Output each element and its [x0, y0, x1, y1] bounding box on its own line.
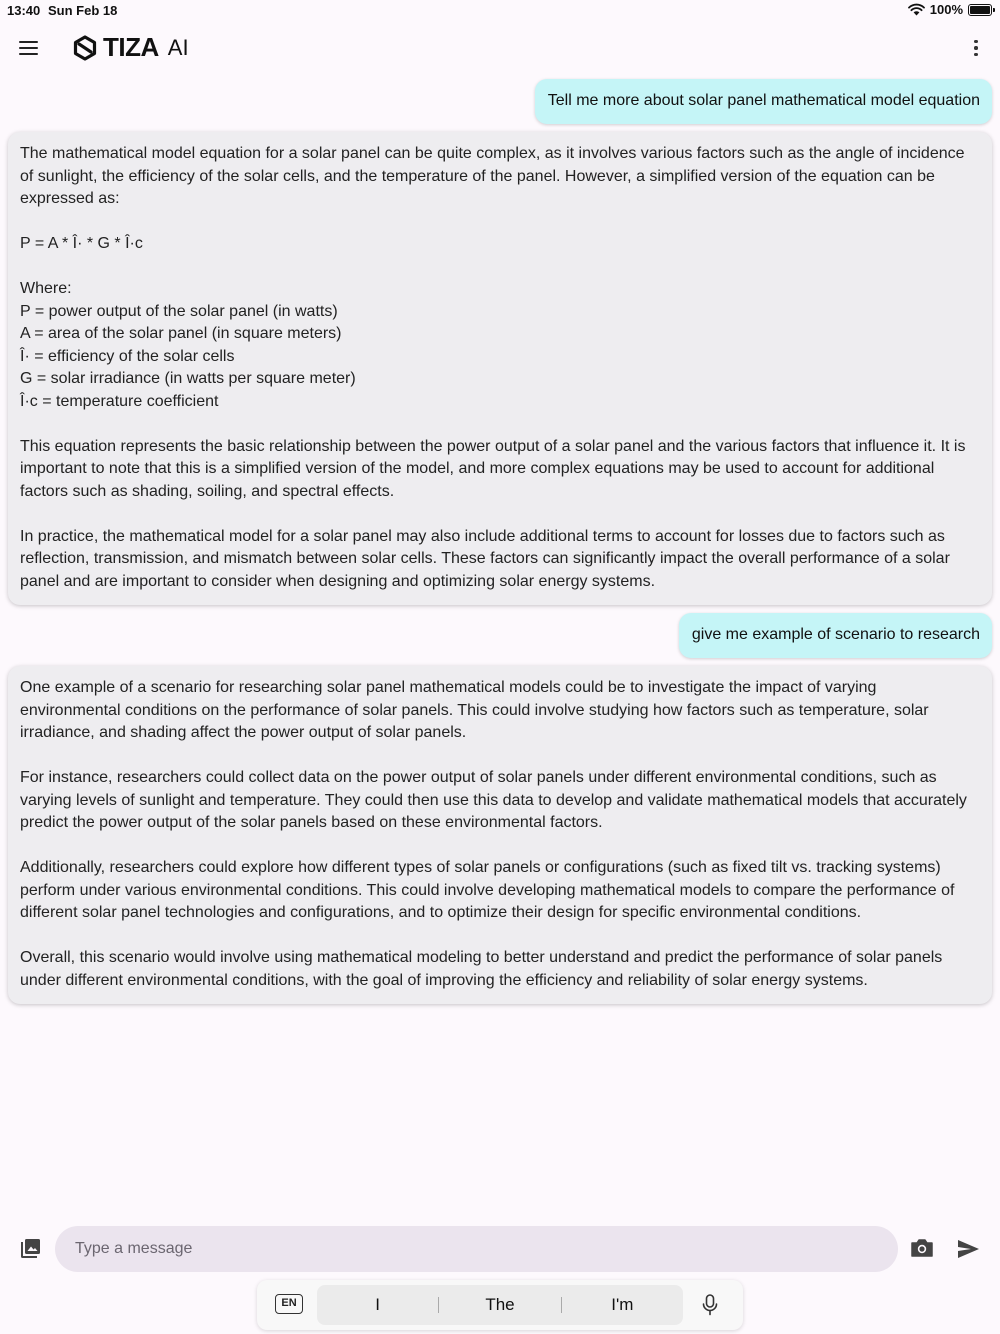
app-bar: [0, 22, 1000, 74]
status-date: Sun Feb 18: [48, 3, 118, 18]
logo-text: TIZA: [103, 32, 159, 62]
suggestion-item[interactable]: I: [375, 1295, 381, 1314]
more-options-button[interactable]: [966, 36, 986, 60]
keyboard-language-button[interactable]: EN: [275, 1294, 303, 1314]
status-time: 13:40: [7, 3, 41, 18]
battery-icon: [968, 4, 992, 16]
assistant-message: [8, 132, 992, 605]
message-composer: [0, 1222, 1000, 1276]
message-paragraph: P = A * Î· * G * Î·c: [20, 235, 143, 252]
send-icon[interactable]: [956, 1238, 980, 1260]
tiza-logo-icon: [72, 35, 98, 61]
message-paragraph: The mathematical model equation for a solar panel can be quite complex, as it involves various factors such as the angle of incidence of sunlight, the efficiency of the solar cells, and the temperature of the panel. However, a simplified version of the equation can be expressed as:: [20, 145, 965, 207]
status-right: [908, 2, 992, 17]
suggestion-strip: [317, 1285, 683, 1325]
battery-percent: 100%: [929, 2, 963, 17]
message-paragraph: Additionally, researchers could explore how different types of solar panels or configurations (such as fixed tilt vs. tracking systems) perform under various environmental conditions. This could involve developing mathematical models to compare the performance of different solar panel technologies and configurations, and to optimize their design for specific environmental conditions.: [20, 859, 955, 921]
suggestion-item[interactable]: I'm: [611, 1295, 634, 1314]
microphone-icon[interactable]: [701, 1294, 719, 1316]
user-message: [535, 79, 992, 124]
message-paragraph: In practice, the mathematical model for a solar panel may also include additional terms to account for losses due to factors such as reflection, transmission, and mismatch between solar cells. These factors can significantly impact the overall performance of a solar panel and are important to consider when designing and optimizing solar energy systems.: [20, 527, 950, 590]
menu-button[interactable]: [14, 34, 42, 62]
message-paragraph: Where: P = power output of the solar panel (in watts) A = area of the solar panel (in square meters) Î· = efficiency of the solar cells G = solar irradiance (in watts per square meter) Î·c = temperature coefficient: [20, 280, 356, 410]
keyboard-suggestion-bar: [257, 1280, 743, 1330]
logo-suffix: AI: [167, 34, 189, 60]
message-paragraph: Overall, this scenario would involve using mathematical modeling to better understand and predict the performance of solar panels under different environmental conditions, with the goal of improving the efficiency and reliability of solar energy systems.: [20, 949, 943, 989]
message-input-container: [55, 1226, 898, 1272]
message-text: Tell me more about solar panel mathematical model equation: [547, 92, 980, 109]
suggestion-item[interactable]: The: [485, 1295, 515, 1314]
message-text: give me example of scenario to research: [691, 626, 980, 643]
assistant-message: [8, 666, 992, 1004]
camera-icon[interactable]: [910, 1237, 934, 1259]
message-paragraph: This equation represents the basic relationship between the power output of a solar panel and the various factors that influence it. It is important to note that this is a simplified version of the model, and more complex equations may be used to account for additional factors such as shading, soiling, and spectral effects.: [20, 437, 966, 500]
wifi-icon: [908, 3, 925, 16]
app-logo: [72, 32, 189, 63]
message-input[interactable]: [55, 1226, 898, 1272]
user-message: [679, 613, 992, 658]
message-paragraph: One example of a scenario for researching solar panel mathematical models could be to investigate the impact of varying environmental conditions on the performance of solar panels. This could involve studying how factors such as temperature, solar irradiance, and shading affect the power output of solar panels.: [20, 679, 929, 741]
gallery-icon[interactable]: [20, 1237, 42, 1259]
status-bar: [0, 0, 1000, 22]
message-paragraph: For instance, researchers could collect data on the power output of solar panels under different environmental conditions, such as varying levels of sunlight and temperature. They could then use this data to develop and validate mathematical models that accurately predict the power output of the solar panels based on these environmental factors.: [20, 769, 967, 831]
